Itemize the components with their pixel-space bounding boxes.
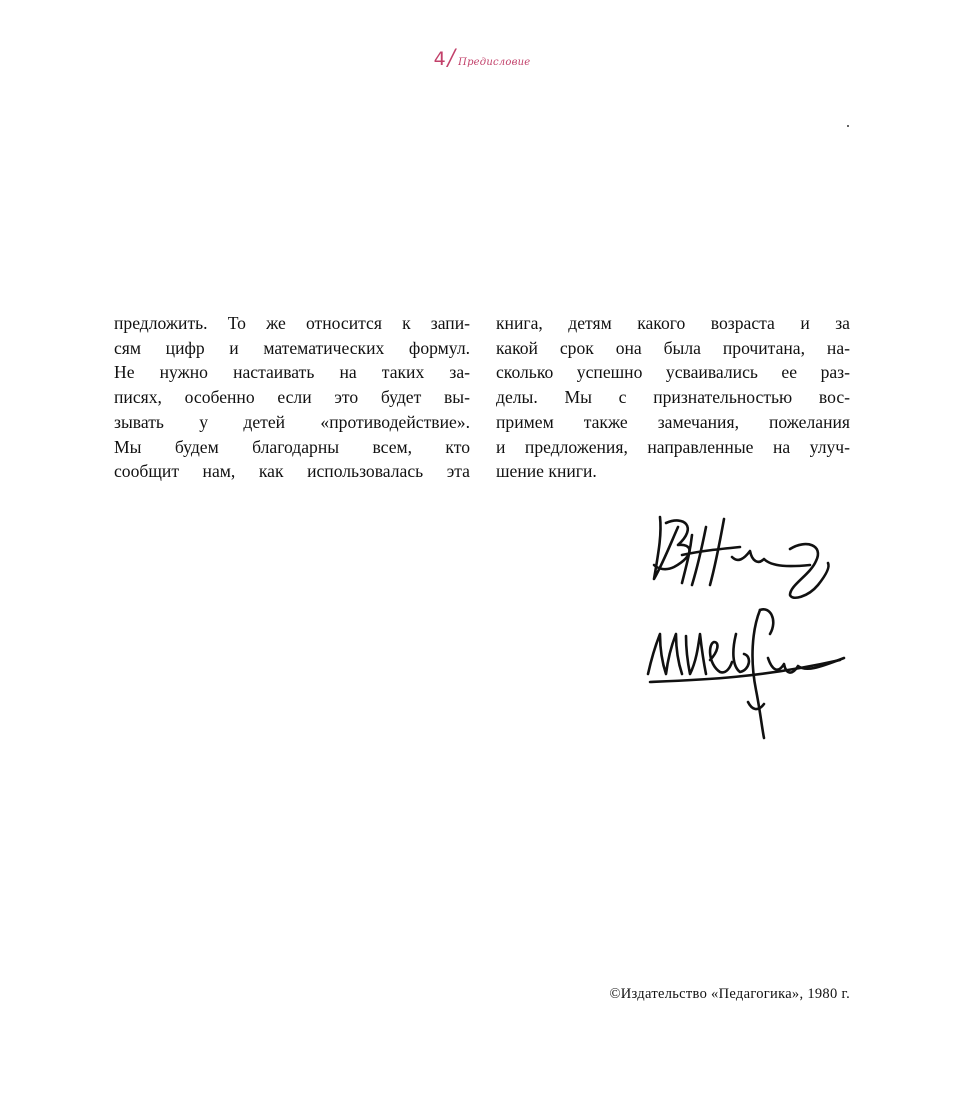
signature-first <box>640 505 840 605</box>
text-line: сям цифр и математических формул. <box>114 337 470 358</box>
copyright-notice: ©Издательство «Педагогика», 1980 г. <box>609 986 850 1002</box>
text-line: шение книги. <box>496 461 597 482</box>
print-speck <box>847 125 849 127</box>
page-number: 4 <box>433 48 446 70</box>
section-title: Предисловие <box>458 57 531 68</box>
text-line: сколько успешно усваивались ее раз- <box>496 362 850 383</box>
text-line: предложить. То же относится к запи- <box>114 313 470 333</box>
text-line: какой срок она была прочитана, на- <box>496 337 850 358</box>
text-line: Не нужно настаивать на таких за- <box>114 362 470 383</box>
running-header <box>0 46 964 71</box>
text-line: сообщит нам, как использовалась эта <box>114 461 470 482</box>
text-line: писях, особенно если это будет вы- <box>114 387 470 408</box>
text-line: примем также замечания, пожелания <box>496 411 850 432</box>
text-line: Мы будем благодарны всем, кто <box>114 436 470 457</box>
text-line: книга, детям какого возраста и за <box>496 313 850 333</box>
text-column-right <box>496 311 850 484</box>
text-line: зывать у детей «противодействие». <box>114 411 470 432</box>
signature-second <box>640 600 855 745</box>
header-separator: / <box>447 46 456 71</box>
text-column-left <box>114 311 470 484</box>
text-line: и предложения, направленные на улуч- <box>496 436 850 457</box>
text-line: делы. Мы с признательностью вос- <box>496 387 850 408</box>
